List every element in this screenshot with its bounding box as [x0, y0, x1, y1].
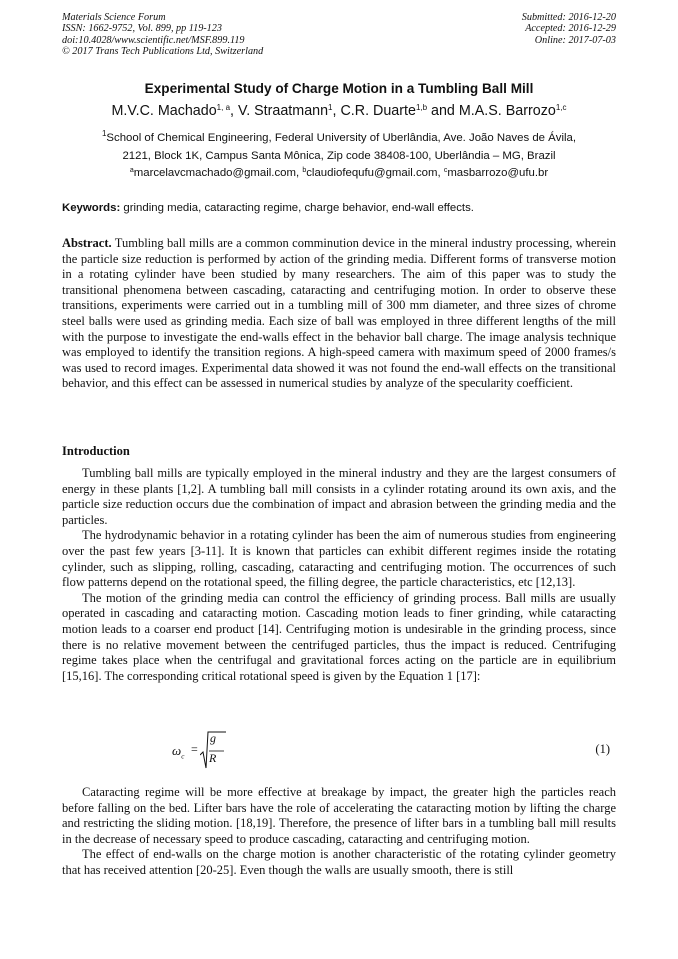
affiliation-line-2: 2121, Block 1K, Campus Santa Mônica, Zip code 38408-100, Uberlândia – MG, Brazil [122, 149, 556, 162]
journal-copyright: © 2017 Trans Tech Publications Ltd, Switzerland [62, 45, 264, 57]
author-affiliation-mark: 1, a [216, 103, 231, 112]
abstract [62, 236, 616, 392]
equation-1 [62, 727, 616, 777]
email-separator: , [437, 167, 444, 179]
email-separator: , [295, 167, 303, 179]
abstract-label: Abstract. [62, 236, 112, 250]
body-paragraph: Cataracting regime will be more effective at breakage by impact, the greater high the particles reach before falling on the bed. Lifter bars have the role of accelerating the cataracting motion by lifting the charge and restricting the sliding motion. [18,19]. Therefore, the presence of lifter bars in a tumbling ball mill results in the decrease of necessary speed to produce cascading, cataracting and centrifuging motion. [62, 785, 616, 846]
equation-equals: = [191, 742, 198, 756]
keywords-label: Keywords: [62, 202, 121, 214]
equation-numerator: g [210, 731, 216, 745]
author-affiliation-mark: 1,c [555, 103, 567, 112]
email-mark: a [129, 167, 134, 174]
journal-doi[interactable]: doi:10.4028/www.scientific.net/MSF.899.119 [62, 34, 245, 46]
abstract-text: Tumbling ball mills are a common comminution device in the mineral industry processing, wherein the particle size reduction is performed by action of the grinding media. Different forms of transverse motion in a rotating cylinder have been studied by many researchers. The aim of this paper was to study the transitional phenomena between cascading, cataracting and centrifuging motion. In order to observe these transitions, experiments were carried out in a tumbling mill of 300 mm diameter, and three sizes of chrome steel balls were used as grinding media. Each size of ball was employed in three different lengths of the mill with the purpose to investigate the end-walls effect in the behavior ball charge. The image analysis technique was employed to identify the transition regions. A high-speed camera with maximum speed of 2000 frames/s was used to record images. Experimental data showed it was not found the end-wall effects on the transitional behavior, and this effect can be assessed in numerical studies by analyze of the specularity coefficient. [62, 236, 616, 391]
author-name: M.A.S. Barrozo [458, 103, 556, 119]
body-paragraph: Tumbling ball mills are typically employed in the mineral industry and they are the largest consumers of energy in these plants [1,2]. A tumbling ball mill consists in a cylinder rotating around its own axis, and the particle size reduction occurs due the combination of impact and abrasion between the grinding media and the particles. [62, 466, 616, 527]
affiliation [62, 130, 616, 165]
author-affiliation-mark: 1,b [415, 103, 428, 112]
affiliation-mark: 1 [101, 129, 107, 138]
author-separator: and [427, 103, 459, 119]
author-name: M.V.C. Machado [111, 103, 217, 119]
author-separator: , [230, 103, 238, 119]
author-name: C.R. Duarte [340, 103, 416, 119]
author-affiliation-mark: 1 [328, 103, 333, 112]
equation-number: (1) [595, 742, 610, 756]
email-address[interactable]: masbarrozo@ufu.br [447, 167, 549, 179]
journal-issn: ISSN: 1662-9752, Vol. 899, pp 119-123 [62, 23, 222, 35]
accepted-date: Accepted: 2016-12-29 [525, 23, 616, 35]
online-date: Online: 2017-07-03 [534, 34, 616, 46]
body-paragraph: The motion of the grinding media can control the efficiency of grinding process. Ball mills are usually operated in cascading and cataracting motion. Cascading motion leads to finer grinding, while cataracting motion leads to a coarser end product [14]. Centrifuging motion is undesirable in the grinding process, since there is no relative movement between the centrifuged particles, thus the impact is reduced. Centrifuging regime takes place when the centrifugal and gravitational forces acting on the particle are in equilibrium [15,16]. The corresponding critical rotational speed is given by the Equation 1 [17]: [62, 590, 616, 683]
journal-info [62, 12, 263, 57]
author-separator: , [332, 103, 341, 119]
email-mark: c [443, 167, 448, 174]
keywords-text: grinding media, cataracting regime, charge behavior, end-wall effects. [120, 202, 474, 214]
equation-lhs: $\omega_c$ [172, 743, 185, 761]
journal-name: Materials Science Forum [62, 12, 166, 23]
introduction-body-part-2 [62, 785, 616, 879]
author-emails [62, 167, 616, 179]
equation-denominator: R [209, 751, 217, 765]
affiliation-line-1: $^1$School of Chemical Engineering, Federal University of Uberlândia, Ave. João Naves de Ávila, [101, 129, 577, 144]
keywords [62, 202, 616, 214]
introduction-body-part-1 [62, 466, 616, 684]
email-address[interactable]: claudiofequfu@gmail.com [306, 167, 438, 179]
introduction-heading: Introduction [62, 444, 130, 458]
body-paragraph: The hydrodynamic behavior in a rotating cylinder has been the aim of numerous studies from engineering over the past few years [3-11]. It is known that particles can exhibit different regimes inside the rotating cylinder, such as slipping, rolling, cascading, cataracting and centrifuging motion. The occurrences of such flow patterns depend on the rotational speed, the filling degree, the particle characteristics, etc [12,13]. [62, 528, 616, 590]
email-address[interactable]: marcelavcmachado@gmail.com [133, 167, 296, 179]
body-paragraph: The effect of end-walls on the charge motion is another characteristic of the rotating cylinder geometry that has received attention [20-25]. Even though the walls are usually smooth, there is still [62, 847, 616, 877]
author-list [30, 103, 648, 119]
paper-title: Experimental Study of Charge Motion in a Tumbling Ball Mill [144, 81, 534, 96]
author-name: V. Straatmann [237, 103, 329, 119]
email-mark: b [302, 167, 307, 174]
submission-dates [522, 12, 616, 46]
submitted-date: Submitted: 2016-12-20 [521, 12, 616, 23]
equation-lhs-subscript: c [181, 752, 185, 761]
